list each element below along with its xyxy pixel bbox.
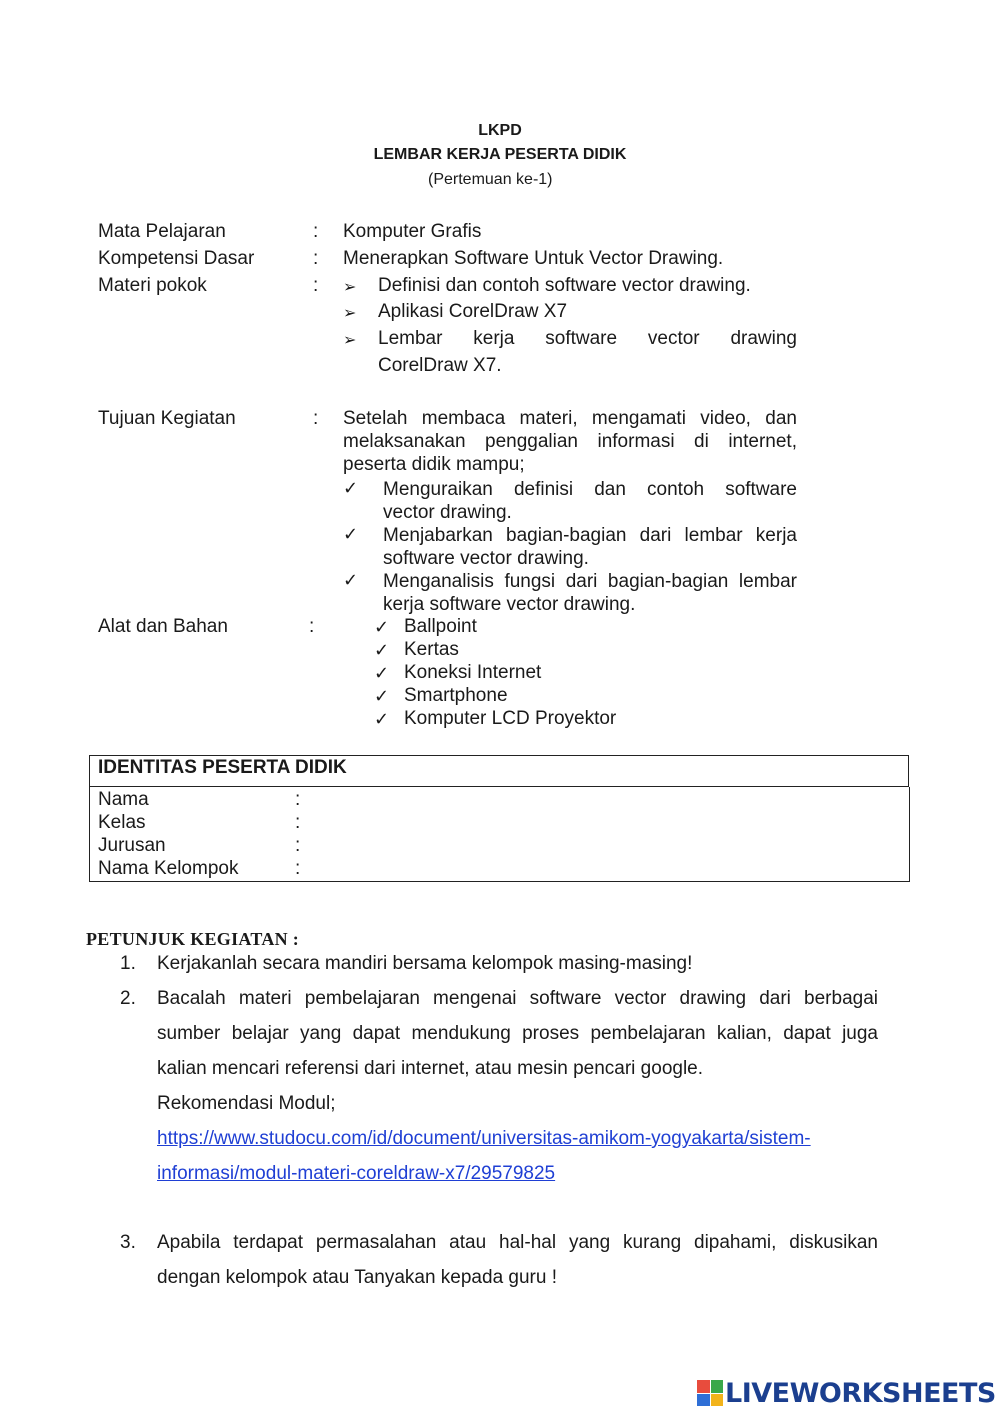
field-kelas-colon[interactable]: : — [295, 812, 301, 833]
tujuan-intro-line: Setelah membaca materi, mengamati video, dan — [343, 408, 797, 429]
alat-item: Komputer LCD Proyektor — [404, 708, 617, 729]
step-number: 1. — [120, 953, 136, 974]
tujuan-item-line: Menjabarkan bagian-bagian dari lembar kerja — [383, 525, 797, 546]
field-nama-label: Nama — [98, 789, 149, 810]
mapel-value: Komputer Grafis — [343, 221, 482, 242]
tujuan-item-line: Menguraikan definisi dan contoh software — [383, 479, 797, 500]
step-1-text: Kerjakanlah secara mandiri bersama kelompok masing-masing! — [157, 953, 693, 974]
petunjuk-title: PETUNJUK KEGIATAN : — [86, 929, 300, 949]
arrow-bullet-icon: ➢ — [343, 332, 357, 349]
tujuan-item-line: software vector drawing. — [383, 548, 589, 569]
arrow-bullet-icon: ➢ — [343, 305, 357, 322]
modul-link-line1[interactable] — [157, 1121, 878, 1156]
tujuan-colon: : — [313, 408, 319, 429]
logo-square — [711, 1380, 724, 1393]
check-icon: ✓ — [343, 478, 359, 498]
step-2-line: sumber belajar yang dapat mendukung proses pembelajaran kalian, dapat juga — [157, 1023, 878, 1044]
step-number: 2. — [120, 988, 136, 1009]
tujuan-item-line: kerja software vector drawing. — [383, 594, 636, 615]
check-icon: ✓ — [374, 640, 390, 660]
field-kelompok-label: Nama Kelompok — [98, 858, 239, 879]
check-icon: ✓ — [374, 709, 390, 729]
materi-item-continued: CorelDraw X7. — [378, 355, 502, 376]
tujuan-item-line: Menganalisis fungsi dari bagian-bagian lembar — [383, 571, 797, 592]
liveworksheets-wordmark: LIVEWORKSHEETS — [725, 1377, 996, 1409]
meeting-label: (Pertemuan ke-1) — [428, 171, 553, 188]
kd-value: Menerapkan Software Untuk Vector Drawing. — [343, 248, 724, 269]
check-icon: ✓ — [343, 570, 359, 590]
alat-label: Alat dan Bahan — [98, 616, 228, 637]
step-number: 3. — [120, 1232, 136, 1253]
tujuan-item-line: vector drawing. — [383, 502, 512, 523]
document-subtitle: LEMBAR KERJA PESERTA DIDIK — [373, 146, 627, 163]
check-icon: ✓ — [374, 663, 390, 683]
liveworksheets-brand — [697, 1378, 996, 1408]
materi-item: Lembar kerja software vector drawing — [378, 328, 797, 349]
modul-label: Rekomendasi Modul; — [157, 1093, 336, 1114]
materi-colon: : — [313, 275, 319, 296]
check-icon: ✓ — [374, 686, 390, 706]
step-2-line: kalian mencari referensi dari internet, atau mesin pencari google. — [157, 1058, 704, 1079]
logo-square — [697, 1394, 710, 1407]
document-title: LKPD — [478, 122, 522, 139]
tujuan-label: Tujuan Kegiatan — [98, 408, 236, 429]
alat-item: Kertas — [404, 639, 459, 660]
modul-link[interactable]: https://www.studocu.com/id/document/universitas-amikom-yogyakarta/sistem- — [157, 1128, 811, 1149]
field-kelas-label: Kelas — [98, 812, 146, 833]
liveworksheets-logo-icon — [697, 1380, 723, 1406]
mapel-colon: : — [313, 221, 319, 242]
arrow-bullet-icon: ➢ — [343, 279, 357, 296]
alat-item: Ballpoint — [404, 616, 477, 637]
tujuan-intro-line: peserta didik mampu; — [343, 454, 525, 475]
materi-label: Materi pokok — [98, 275, 207, 296]
field-kelompok-colon[interactable]: : — [295, 858, 301, 879]
field-nama-colon[interactable]: : — [295, 789, 301, 810]
logo-square — [711, 1394, 724, 1407]
field-jurusan-label: Jurusan — [98, 835, 166, 856]
step-2-line: Bacalah materi pembelajaran mengenai software vector drawing dari berbagai — [157, 988, 878, 1009]
step-3-line: Apabila terdapat permasalahan atau hal-hal yang kurang dipahami, diskusikan — [157, 1232, 878, 1253]
kd-colon: : — [313, 248, 319, 269]
check-icon: ✓ — [374, 617, 390, 637]
materi-item: Definisi dan contoh software vector drawing. — [378, 275, 751, 296]
alat-colon: : — [309, 616, 315, 637]
tujuan-intro-line: melaksanakan penggalian informasi di internet, — [343, 431, 797, 452]
modul-link[interactable]: informasi/modul-materi-coreldraw-x7/29579825 — [157, 1163, 556, 1184]
identitas-heading: IDENTITAS PESERTA DIDIK — [98, 757, 347, 778]
logo-square — [697, 1380, 710, 1393]
alat-item: Smartphone — [404, 685, 508, 706]
kd-label: Kompetensi Dasar — [98, 248, 255, 269]
check-icon: ✓ — [343, 524, 359, 544]
materi-item: Aplikasi CorelDraw X7 — [378, 301, 568, 322]
modul-link-line2[interactable] — [157, 1156, 878, 1191]
field-jurusan-colon[interactable]: : — [295, 835, 301, 856]
alat-item: Koneksi Internet — [404, 662, 542, 683]
step-3-line: dengan kelompok atau Tanyakan kepada guru ! — [157, 1267, 558, 1288]
mapel-label: Mata Pelajaran — [98, 221, 226, 242]
